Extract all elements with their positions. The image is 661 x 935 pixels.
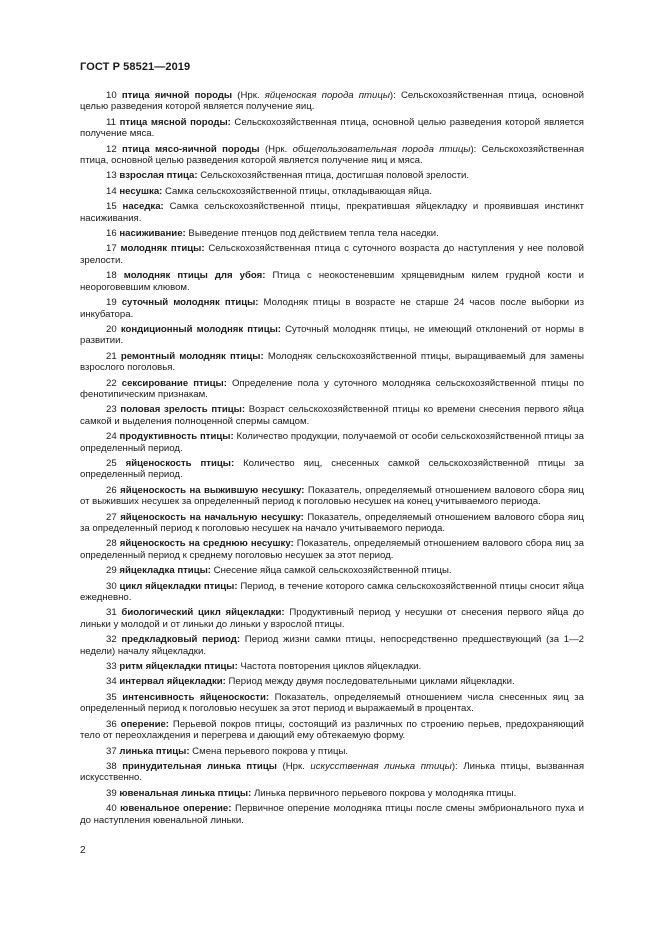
deprecated-term: яйценоская порода птицы (264, 90, 390, 101)
term-number: 33 (106, 661, 117, 673)
term-name: яйценоскость на выжившую несушку: (120, 484, 305, 496)
deprecated-term: общепользовательная порода птицы (292, 143, 471, 155)
term-number: 34 (106, 676, 117, 688)
alt-suffix: ): (389, 90, 401, 101)
term-name: цикл яйцекладки птицы: (119, 580, 238, 592)
term-entry (80, 90, 584, 113)
term-number: 38 (106, 760, 117, 772)
term-name: интервал яйцекладки: (119, 676, 226, 688)
term-definition: Период между двумя последовательными циклами яйцекладки. (225, 676, 515, 688)
term-definition: Период жизни самки птицы, непосредственно предшествующий (за 1—2 недели) началу яйцекладки. (80, 634, 584, 657)
term-definition: Выведение птенцов под действием тепла тела наседки. (185, 228, 439, 240)
term-entry (80, 270, 584, 293)
term-entry (80, 676, 584, 687)
term-name: птица яичной породы (121, 90, 233, 101)
term-name: оперение: (120, 718, 170, 730)
term-name: ювенальное оперение: (120, 803, 232, 815)
term-number: 10 (106, 90, 117, 101)
term-number: 14 (106, 185, 117, 197)
term-number: 32 (106, 634, 117, 646)
term-name: молодняк птицы для убоя: (123, 270, 266, 282)
term-definition: Суточный молодняк птицы, не имеющий отклонений от нормы в развитии. (80, 323, 584, 347)
document-header: ГОСТ Р 58521—2019 (80, 61, 191, 73)
term-name: яйценоскость на начальную несушку: (120, 511, 304, 523)
term-number: 36 (106, 718, 117, 730)
term-definition: Период, в течение которого самка сельскохозяйственной птицы сносит яйца ежедневно. (80, 580, 585, 604)
term-definition: Сельскохозяйственная птица, основной целью разведения которой является получение мяса. (80, 116, 584, 140)
term-definition: Показатель, определяемый отношением валового сбора яиц за определенный период к поголовью несушек на начало учитываемого периода. (80, 511, 584, 534)
term-entry (80, 565, 584, 576)
term-entry (80, 512, 584, 535)
term-entry (80, 788, 584, 799)
term-name: взрослая птица: (119, 170, 198, 182)
term-number: 27 (106, 511, 117, 523)
term-entry (80, 144, 584, 167)
term-definition: Линька птицы, вызванная искусственно. (80, 760, 585, 784)
term-definition: Снесение яйца самкой сельскохозяйственной птицы. (211, 565, 452, 577)
term-name: наседка: (122, 201, 164, 213)
term-entry (80, 170, 584, 181)
term-entry (80, 186, 584, 197)
term-number: 40 (106, 803, 117, 815)
term-definition: Показатель, определяемый отношением валового сбора яиц от выживших несушек за определенный период к поголовью несушек на конец учитываемого периода. (80, 484, 585, 508)
term-entry (80, 803, 584, 826)
term-name: ремонтный молодняк птицы: (120, 350, 264, 362)
alt-prefix: (Нрк. (232, 90, 265, 101)
term-entry (80, 661, 584, 672)
term-entry (80, 719, 584, 742)
term-entry (80, 404, 584, 427)
term-entry (80, 746, 584, 757)
term-number: 17 (106, 243, 117, 255)
term-entry (80, 297, 584, 320)
term-name: птица мясо-яичной породы (122, 143, 260, 155)
term-definition: Сельскохозяйственная птица, основной целью разведения которой является получение яиц и мяса. (80, 143, 585, 167)
term-name: птица мясной породы: (119, 116, 231, 128)
term-number: 29 (106, 565, 117, 577)
term-definition: Линька первичного перьевого покрова у молодняка птицы. (251, 787, 517, 799)
term-number: 28 (106, 538, 117, 550)
term-name: сексирование птицы: (121, 377, 227, 389)
term-definition: Перьевой покров птицы, состоящий из различных по строению перьев, предохраняющий тело от переохлаждения и перегрева и дающий ему обтекаемую форму. (80, 718, 584, 742)
term-number: 21 (106, 350, 117, 362)
term-number: 25 (106, 457, 117, 469)
term-number: 37 (106, 745, 117, 757)
term-entry (80, 485, 584, 508)
term-number: 11 (106, 116, 116, 128)
term-definition: Самка сельскохозяйственной птицы, откладывающая яйца. (162, 185, 433, 197)
term-definition: Показатель, определяемый отношением валового сбора яиц за определенный период к среднему поголовью несушек за этот период. (80, 538, 584, 561)
term-name: несушка: (119, 185, 163, 197)
term-definition: Частота повторения циклов яйцекладки. (237, 661, 422, 673)
term-entry (80, 458, 584, 481)
term-name: ритм яйцекладки птицы: (119, 661, 238, 673)
term-definition: Количество продукции, получаемой от особи сельскохозяйственной птицы за определенный период. (80, 431, 584, 454)
term-definition: Молодняк сельскохозяйственной птицы, выращиваемый для замены взрослого поголовья. (80, 350, 584, 374)
term-number: 23 (106, 404, 117, 416)
term-number: 19 (106, 297, 117, 309)
term-name: биологический цикл яйцекладки: (121, 607, 285, 619)
term-entry (80, 324, 584, 347)
term-name: половая зрелость птицы: (120, 404, 246, 416)
terms-list (80, 90, 584, 830)
term-entry (80, 351, 584, 374)
term-definition: Определение пола у суточного молодняка сельскохозяйственной птицы по фенотипическим признакам. (80, 377, 584, 400)
term-number: 26 (106, 484, 117, 496)
alt-suffix: ): (451, 760, 464, 772)
term-entry (80, 538, 584, 561)
term-number: 35 (106, 691, 117, 703)
term-number: 31 (106, 607, 117, 619)
deprecated-term: искусственная линька птицы (310, 760, 452, 772)
term-definition: Количество яиц, снесенных самкой сельскохозяйственной птицы за определенный период. (80, 457, 584, 481)
term-definition: Первичное оперение молодняка птицы после смены эмбрионального пуха и до наступления ювенальной линьки. (80, 803, 584, 826)
term-entry (80, 692, 584, 715)
term-name: интенсивность яйценоскости: (122, 691, 270, 703)
term-entry (80, 201, 584, 224)
alt-prefix: (Нрк. (276, 760, 311, 772)
term-name: предкладковый период: (121, 634, 241, 646)
term-entry (80, 431, 584, 454)
term-number: 20 (106, 323, 117, 335)
term-number: 15 (106, 201, 117, 213)
term-entry (80, 761, 584, 784)
term-definition: Смена перьевого покрова у птицы. (189, 745, 349, 757)
term-name: яйценоскость птицы: (125, 457, 235, 469)
term-number: 30 (106, 580, 117, 592)
term-number: 39 (106, 787, 117, 799)
term-entry (80, 378, 584, 401)
term-name: ювенальная линька птицы: (119, 787, 252, 799)
term-name: молодняк птицы: (120, 243, 205, 255)
term-number: 18 (106, 270, 117, 282)
page-number: 2 (80, 845, 86, 856)
term-name: суточный молодняк птицы: (121, 297, 259, 309)
term-entry (80, 634, 584, 657)
term-name: продуктивность птицы: (119, 431, 234, 443)
term-entry (80, 243, 584, 266)
term-name: яйцекладка птицы: (119, 565, 211, 577)
term-definition: Продуктивный период у несушки от снесения первого яйца до линьки у молодой и от линьки до линьки у взрослой птицы. (80, 607, 584, 630)
term-name: линька птицы: (119, 745, 190, 757)
term-entry (80, 581, 584, 604)
term-name: принудительная линька птицы (122, 760, 277, 772)
term-definition: Самка сельскохозяйственной птицы, прекратившая яйцекладку и проявившая инстинкт насиживания. (80, 201, 584, 224)
term-name: насиживание: (119, 228, 186, 240)
term-entry (80, 117, 584, 140)
term-definition: Птица с неокостеневшим хрящевидным килем грудной кости и неороговевшим клювом. (80, 270, 585, 293)
term-name: кондиционный молодняк птицы: (120, 323, 281, 335)
term-entry (80, 607, 584, 630)
term-definition: Молодняк птицы в возрасте не старше 24 часов после выборки из инкубатора. (80, 297, 584, 320)
term-number: 12 (106, 143, 117, 155)
term-number: 24 (106, 431, 117, 443)
term-definition: Сельскохозяйственная птица, достигшая половой зрелости. (197, 170, 469, 182)
term-number: 13 (106, 170, 117, 182)
term-name: яйценоскость на среднюю несушку: (119, 538, 294, 550)
term-number: 22 (106, 377, 117, 389)
term-definition: Возраст сельскохозяйственной птицы ко времени снесения первого яйца самкой и выделения полноценной спермы самцом. (80, 404, 584, 427)
term-number: 16 (106, 228, 117, 240)
term-definition: Сельскохозяйственная птица с суточного возраста до наступления у нее половой зрелости. (80, 243, 584, 266)
alt-suffix: ): (470, 143, 482, 155)
alt-prefix: (Нрк. (259, 143, 293, 155)
term-definition: Показатель, определяемый отношением числа снесенных яиц за определенный период к поголовью несушек за этот период и выражаемый в процентах. (80, 691, 584, 715)
term-definition: Сельскохозяйственная птица, основной целью разведения которой является получение яиц. (80, 90, 585, 113)
term-entry (80, 228, 584, 239)
